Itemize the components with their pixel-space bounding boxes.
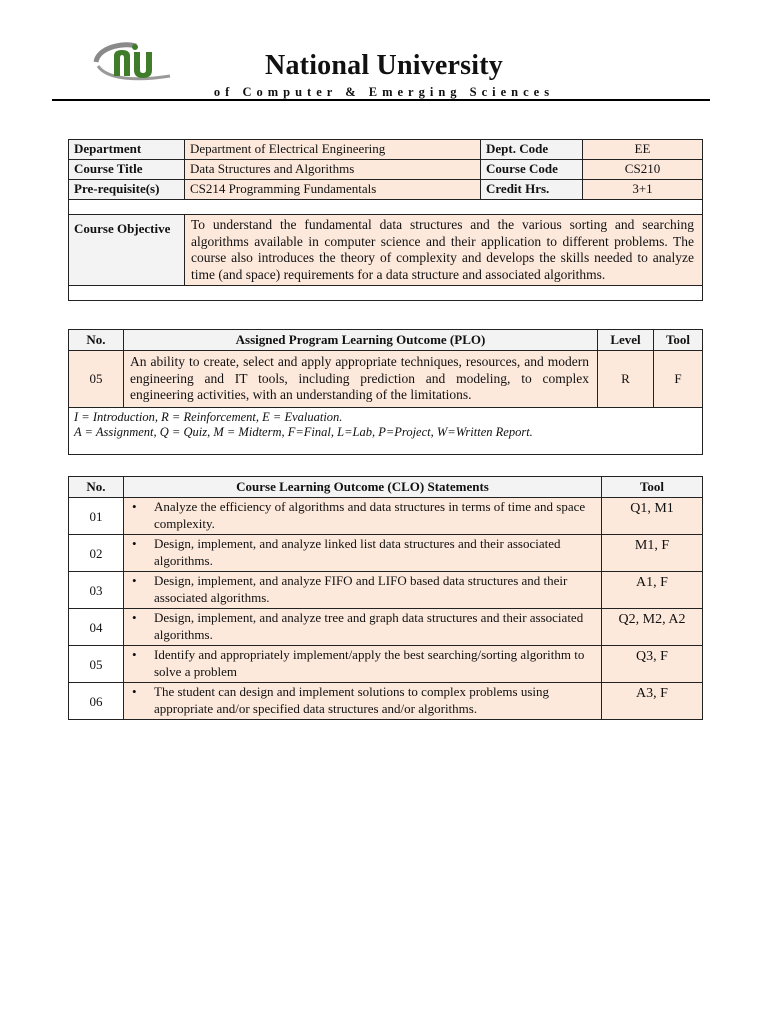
course-code-value: CS210 (583, 160, 703, 180)
plo-legend-tools: A = Assignment, Q = Quiz, M = Midterm, F=Final, L=Lab, P=Project, W=Written Report. (74, 424, 533, 439)
bullet-icon: • (132, 499, 137, 514)
plo-no: 05 (69, 351, 124, 408)
bullet-icon: • (132, 610, 137, 625)
clo-tool: A3, F (602, 683, 703, 720)
clo-table (68, 476, 703, 720)
plo-row (69, 351, 703, 408)
spacer-row (69, 200, 703, 215)
university-subtitle: of Computer & Emerging Sciences (213, 85, 555, 99)
objective-text: To understand the fundamental data structures and the various sorting and searching algorithms available in computer science and their application to different problems. The course also introduces the theory of complexity and develops the skills needed to analyze time (and space) requirements for a data structure and associated algorithms. (185, 215, 703, 286)
prerequisite-label: Pre-requisite(s) (69, 180, 185, 200)
plo-tool: F (654, 351, 703, 408)
bullet-icon: • (132, 647, 137, 662)
clo-row (69, 535, 703, 572)
clo-no: 06 (69, 683, 124, 720)
clo-tool: A1, F (602, 572, 703, 609)
credit-label: Credit Hrs. (481, 180, 583, 200)
plo-legend-levels: I = Introduction, R = Reinforcement, E = Evaluation. (74, 409, 343, 424)
course-title-label: Course Title (69, 160, 185, 180)
plo-header-row (69, 330, 703, 351)
prerequisite-row (69, 180, 703, 200)
bullet-icon: • (132, 573, 137, 588)
prerequisite-value: CS214 Programming Fundamentals (185, 180, 481, 200)
spacer-row (69, 286, 703, 301)
clo-no: 01 (69, 498, 124, 535)
course-title-value: Data Structures and Algorithms (185, 160, 481, 180)
header-divider (52, 99, 710, 101)
plo-header-outcome: Assigned Program Learning Outcome (PLO) (124, 330, 598, 351)
dept-code-label: Dept. Code (481, 140, 583, 160)
clo-statement: The student can design and implement solutions to complex problems using appropriate and/or specified data structures and/or algorithms. (154, 684, 549, 716)
clo-no: 03 (69, 572, 124, 609)
plo-header-no: No. (69, 330, 124, 351)
clo-tool: M1, F (602, 535, 703, 572)
clo-tool: Q3, F (602, 646, 703, 683)
clo-row (69, 646, 703, 683)
clo-row (69, 683, 703, 720)
clo-row (69, 572, 703, 609)
clo-header-no: No. (69, 477, 124, 498)
clo-tool: Q1, M1 (602, 498, 703, 535)
plo-table (68, 329, 703, 455)
department-label: Department (69, 140, 185, 160)
dept-code-value: EE (583, 140, 703, 160)
course-title-row (69, 160, 703, 180)
objective-row (69, 215, 703, 286)
clo-header-tool: Tool (602, 477, 703, 498)
university-name: National University (265, 50, 503, 81)
clo-no: 02 (69, 535, 124, 572)
plo-level: R (598, 351, 654, 408)
clo-header-statement: Course Learning Outcome (CLO) Statements (124, 477, 602, 498)
clo-statement: Design, implement, and analyze linked list data structures and their associated algorithms. (154, 536, 561, 568)
credit-value: 3+1 (583, 180, 703, 200)
course-info-table (68, 139, 703, 301)
clo-statement: Design, implement, and analyze tree and graph data structures and their associated algorithms. (154, 610, 584, 642)
clo-no: 04 (69, 609, 124, 646)
department-value: Department of Electrical Engineering (185, 140, 481, 160)
plo-legend (69, 407, 703, 454)
bullet-icon: • (132, 536, 137, 551)
plo-header-tool: Tool (654, 330, 703, 351)
clo-row (69, 498, 703, 535)
clo-statement: Analyze the efficiency of algorithms and data structures in terms of time and space complexity. (154, 499, 586, 531)
bullet-icon: • (132, 684, 137, 699)
plo-header-level: Level (598, 330, 654, 351)
clo-no: 05 (69, 646, 124, 683)
clo-statement: Design, implement, and analyze FIFO and LIFO based data structures and their associated algorithms. (154, 573, 568, 605)
plo-legend-row (69, 407, 703, 454)
department-row (69, 140, 703, 160)
course-code-label: Course Code (481, 160, 583, 180)
clo-tool: Q2, M2, A2 (602, 609, 703, 646)
clo-row (69, 609, 703, 646)
clo-header-row (69, 477, 703, 498)
objective-label: Course Objective (69, 215, 185, 286)
clo-statement: Identify and appropriately implement/apply the best searching/sorting algorithm to solve a problem (154, 647, 585, 679)
plo-text: An ability to create, select and apply appropriate techniques, resources, and modern engineering and IT tools, including prediction and modeling, to complex engineering activities, with an understanding of the limitations. (124, 351, 598, 408)
